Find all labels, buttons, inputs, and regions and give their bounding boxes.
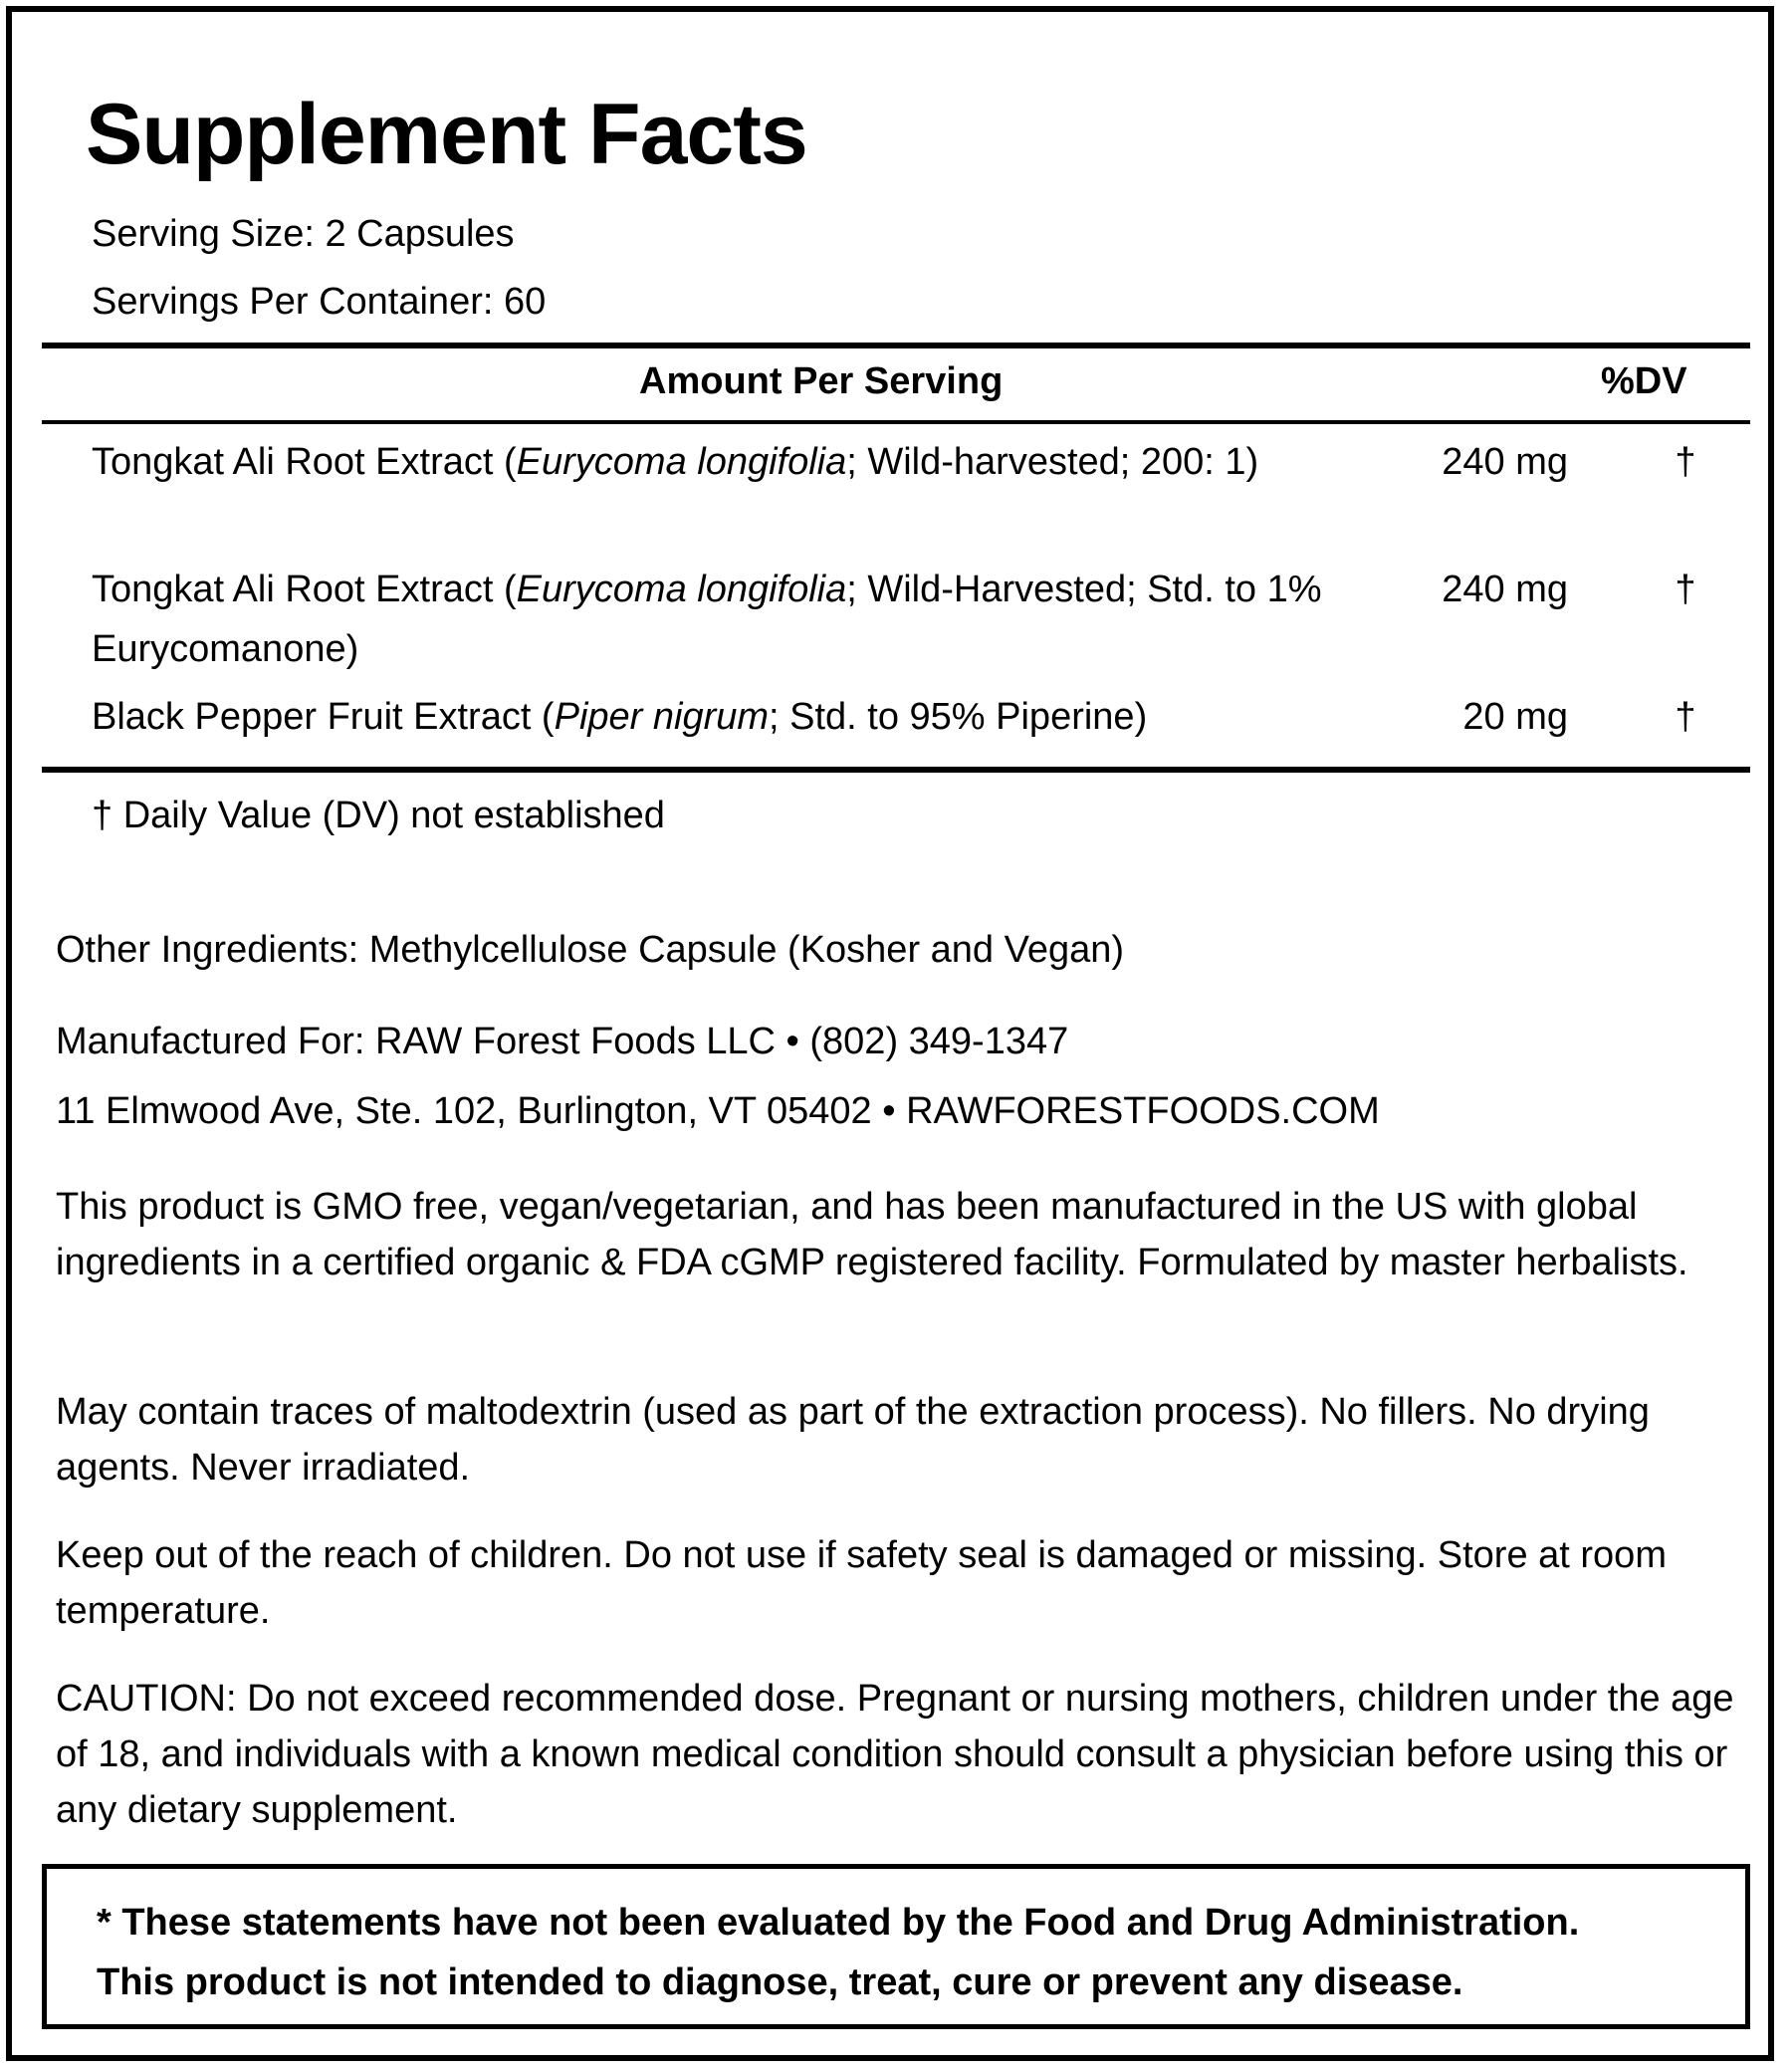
ingredient-name: Tongkat Ali Root Extract (Eurycoma longifolia; Wild-Harvested; Std. to 1% Eurycomanone): [92, 569, 1322, 670]
other-ingredients: Other Ingredients: Methylcellulose Capsule (Kosher and Vegan): [56, 929, 1125, 971]
ingredient-row: [92, 432, 1366, 492]
divider-bottom: [42, 767, 1750, 773]
page-title: Supplement Facts: [86, 87, 807, 182]
fda-disclaimer-line: This product is not intended to diagnose, treat, cure or prevent any disease.: [97, 1961, 1463, 2003]
gmo-statement: This product is GMO free, vegan/vegetarian, and has been manufactured in the US with global ingredients in a certified organic & FDA cGMP registered facility. Formulated by master herbalists.: [56, 1186, 1688, 1283]
amount-per-serving-header: Amount Per Serving: [639, 360, 1004, 402]
ingredient-name: Tongkat Ali Root Extract (Eurycoma longifolia; Wild-harvested; 200: 1): [92, 441, 1259, 483]
ingredient-row: [92, 560, 1366, 679]
ingredient-dv: †: [1675, 696, 1696, 738]
divider-header: [42, 420, 1750, 424]
fda-disclaimer-box: [42, 1864, 1750, 2029]
storage-statement: Keep out of the reach of children. Do not use if safety seal is damaged or missing. Store at room temperature.: [56, 1534, 1667, 1632]
ingredient-dv: †: [1675, 569, 1696, 610]
manufacturer-line: Manufactured For: RAW Forest Foods LLC • (802) 349-1347: [56, 1021, 1069, 1062]
ingredient-amount: 240 mg: [1442, 569, 1568, 610]
maltodextrin-statement: May contain traces of maltodextrin (used as part of the extraction process). No fillers. No drying agents. Never irradiated.: [56, 1391, 1650, 1489]
servings-per-container: Servings Per Container: 60: [92, 281, 547, 323]
serving-size: Serving Size: 2 Capsules: [92, 213, 515, 255]
ingredient-row: [92, 687, 1366, 747]
ingredient-dv: †: [1675, 441, 1696, 483]
dv-footnote: † Daily Value (DV) not established: [92, 795, 665, 836]
fda-disclaimer: [97, 1893, 1729, 2012]
ingredient-name: Black Pepper Fruit Extract (Piper nigrum; Std. to 95% Piperine): [92, 696, 1148, 738]
ingredient-amount: 20 mg: [1462, 696, 1568, 738]
divider-top: [42, 343, 1750, 348]
caution-statement: CAUTION: Do not exceed recommended dose. Pregnant or nursing mothers, children under the age of 18, and individuals with a known medical condition should consult a physician before using this or any dietary supplement.: [56, 1678, 1734, 1831]
fda-disclaimer-line: * These statements have not been evaluated by the Food and Drug Administration.: [97, 1902, 1580, 1944]
dv-header: %DV: [1601, 360, 1687, 402]
address-line: 11 Elmwood Ave, Ste. 102, Burlington, VT 05402 • RAWFORESTFOODS.COM: [56, 1090, 1380, 1132]
ingredient-amount: 240 mg: [1442, 441, 1568, 483]
